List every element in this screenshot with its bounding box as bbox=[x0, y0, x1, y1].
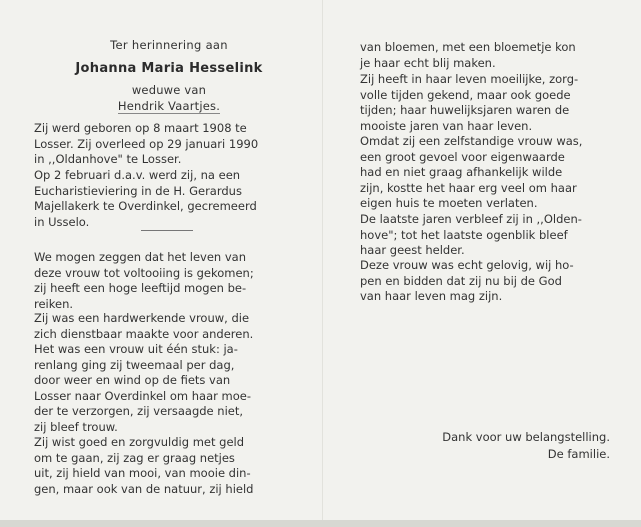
bottom-edge bbox=[0, 520, 641, 527]
text-line: je haar echt blij maken. bbox=[360, 55, 496, 70]
divider-line bbox=[141, 230, 193, 231]
text-line: Eucharistieviering in de H. Gerardus bbox=[34, 183, 242, 198]
text-line: Zij was een hardwerkende vrouw, die bbox=[34, 311, 250, 325]
text-line: volle tijden gekend, maar ook goede bbox=[360, 87, 571, 102]
husband-name-wrap bbox=[34, 99, 304, 113]
text-line: in Usselo. bbox=[34, 214, 90, 229]
text-line: De laatste jaren verbleef zij in ,,Olden- bbox=[360, 212, 582, 226]
text-line: mooiste jaren van haar leven. bbox=[360, 118, 533, 133]
text-line: zijn, kostte het haar erg veel om haar bbox=[360, 180, 577, 195]
husband-name: Hendrik Vaartjes. bbox=[117, 99, 221, 113]
text-line: Het was een vrouw uit één stuk: ja- bbox=[34, 342, 238, 356]
text-line: zich dienstbaar maakte voor anderen. bbox=[34, 326, 254, 341]
paragraph-hard-times bbox=[360, 72, 610, 134]
text-line: gen, maar ook van de natuur, zij hield bbox=[34, 481, 254, 496]
text-line: van bloemen, met een bloemetje kon bbox=[360, 40, 576, 54]
thanks-text: Dank voor uw belangstelling. bbox=[442, 430, 610, 444]
text-line: zij heeft een hoge leeftijd mogen be- bbox=[34, 281, 247, 295]
text-line: had en niet graag afhankelijk wilde bbox=[360, 165, 563, 179]
birth-paragraph bbox=[34, 121, 304, 168]
text-line: Losser naar Overdinkel om haar moe- bbox=[34, 388, 251, 403]
card-fold bbox=[322, 0, 323, 520]
text-line: eigen huis te moeten verlaten. bbox=[360, 196, 538, 210]
paragraph-careful bbox=[34, 435, 304, 497]
paragraph-life bbox=[34, 250, 304, 312]
text-line: hove"; tot het laatste ogenblik bleef bbox=[360, 227, 568, 242]
text-line: Zij werd geboren op 8 maart 1908 te bbox=[34, 121, 247, 135]
paragraph-independent bbox=[360, 134, 610, 212]
text-line: der te verzorgen, zij versaagde niet, bbox=[34, 404, 244, 418]
text-line: Zij heeft in haar leven moeilijke, zorg- bbox=[360, 72, 579, 86]
paragraph-flowers bbox=[360, 40, 610, 71]
text-line: zij bleef trouw. bbox=[34, 419, 118, 434]
text-line: door weer en wind op de fiets van bbox=[34, 373, 231, 387]
text-line: Omdat zij een zelfstandige vrouw was, bbox=[360, 134, 583, 148]
text-line: tijden; haar huwelijksjaren waren de bbox=[360, 103, 570, 117]
text-line: haar geest helder. bbox=[360, 243, 465, 257]
text-line: pen en bidden dat zij nu bij de God bbox=[360, 273, 562, 288]
text-line: om te gaan, zij zag er graag netjes bbox=[34, 450, 235, 465]
text-line: Losser. Zij overleed op 29 januari 1990 bbox=[34, 136, 259, 151]
paragraph-last-years bbox=[360, 212, 610, 259]
intro-text: Ter herinnering aan bbox=[110, 38, 228, 52]
widow-of-text: weduwe van bbox=[131, 83, 207, 97]
funeral-paragraph bbox=[34, 168, 304, 230]
paragraph-faith bbox=[360, 258, 610, 305]
family-signature: De familie. bbox=[547, 447, 610, 461]
text-line: Majellakerk te Overdinkel, gecremeerd bbox=[34, 199, 257, 213]
paragraph-hardworking bbox=[34, 311, 304, 435]
text-line: Zij wist goed en zorgvuldig met geld bbox=[34, 435, 245, 449]
text-line: We mogen zeggen dat het leven van bbox=[34, 250, 246, 264]
deceased-name: Johanna Maria Hesselink bbox=[75, 61, 263, 76]
text-line: renlang ging zij tweemaal per dag, bbox=[34, 357, 235, 372]
text-line: deze vrouw tot voltooiing is gekomen; bbox=[34, 265, 254, 280]
text-line: Op 2 februari d.a.v. werd zij, na een bbox=[34, 168, 241, 182]
text-line: reiken. bbox=[34, 296, 74, 311]
text-line: een groot gevoel voor eigenwaarde bbox=[360, 149, 565, 164]
text-line: in ,,Oldanhove" te Losser. bbox=[34, 152, 182, 166]
text-line: uit, zij hield van mooi, van mooie din- bbox=[34, 466, 251, 480]
text-line: van haar leven mag zijn. bbox=[360, 289, 503, 303]
text-line: Deze vrouw was echt gelovig, wij ho- bbox=[360, 258, 574, 272]
